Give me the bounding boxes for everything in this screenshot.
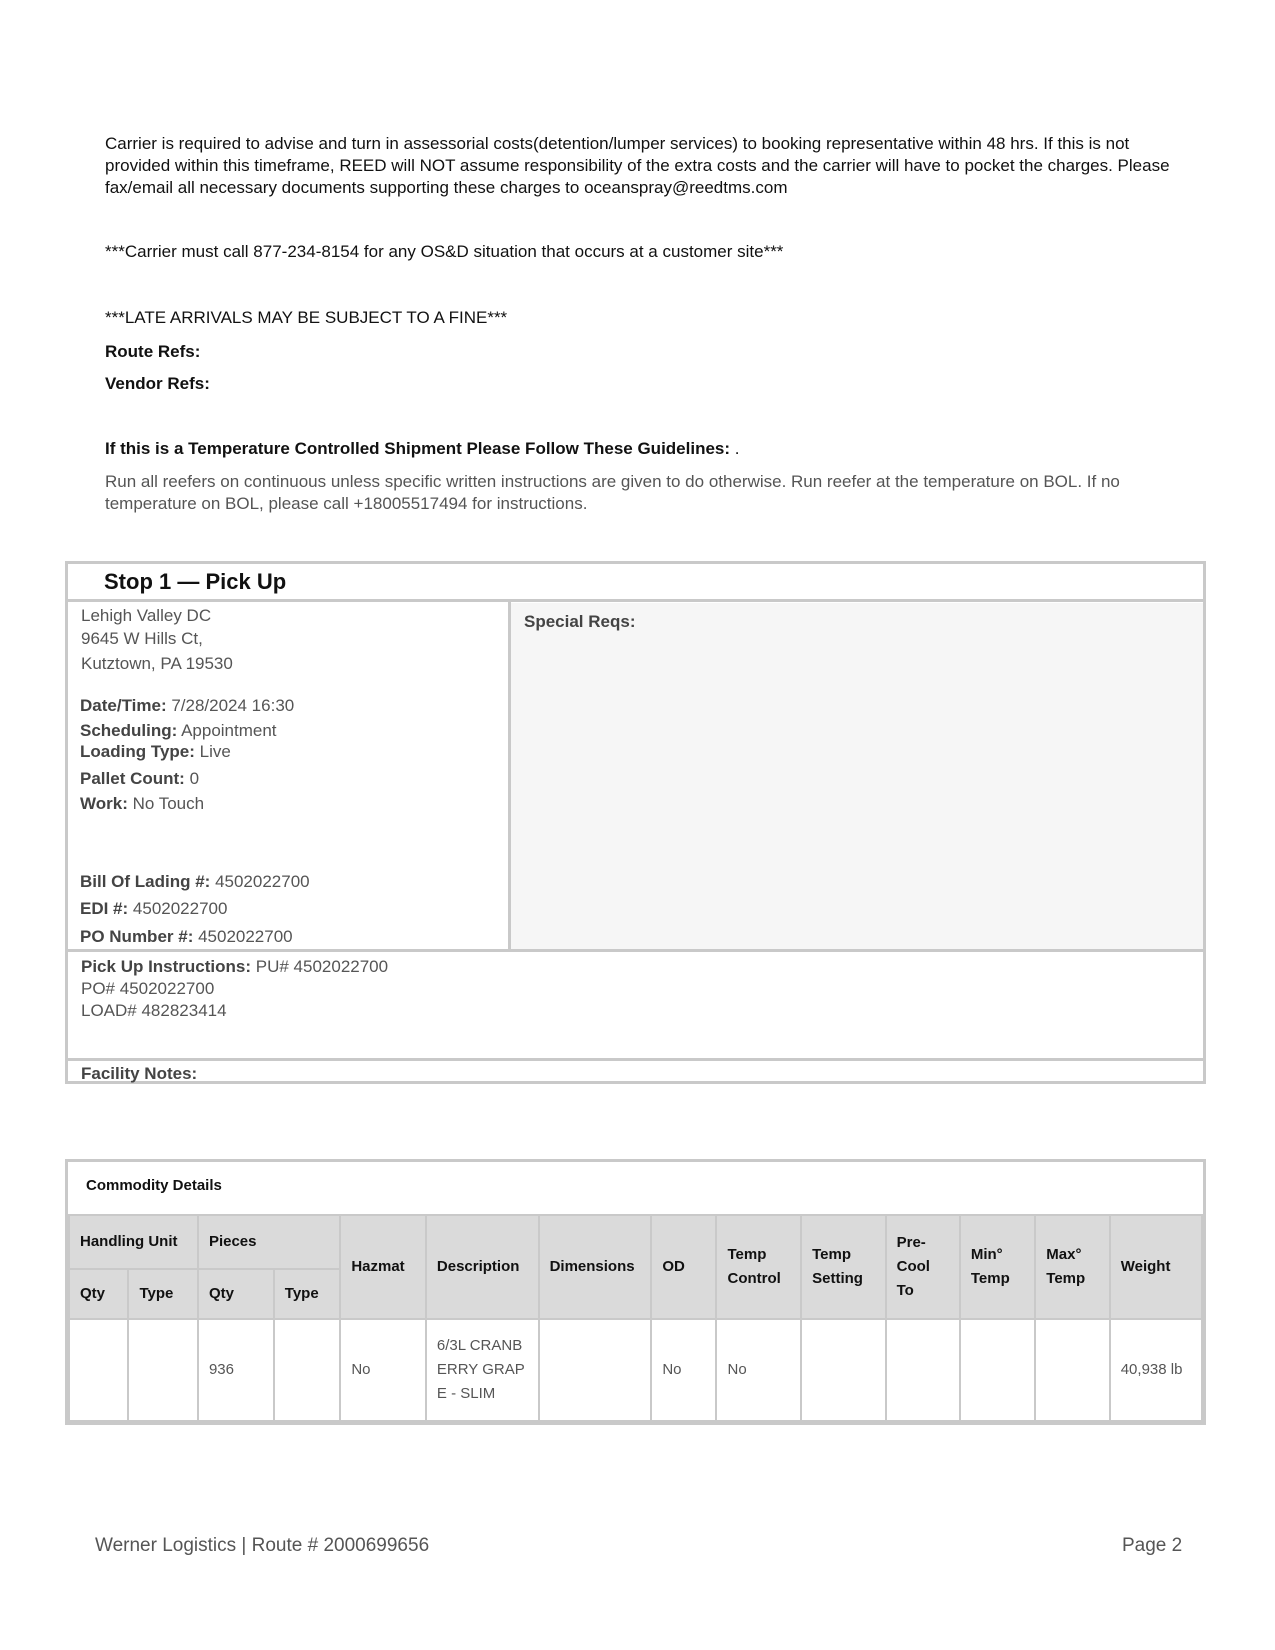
- cell-temp-setting: [801, 1319, 886, 1421]
- cell-temp-control: No: [716, 1319, 801, 1421]
- scheduling-value: Appointment: [177, 721, 277, 740]
- facility-name: Lehigh Valley DC: [81, 606, 212, 625]
- stop-title: Stop 1 — Pick Up: [104, 569, 287, 594]
- bol-value: 4502022700: [210, 872, 310, 891]
- header-hu-type: Type: [128, 1269, 197, 1319]
- special-reqs-panel: [511, 603, 1203, 949]
- accessorial-notice: Carrier is required to advise and turn in assessorial costs(detention/lumper services) to booking representative within 48 hrs. If this is not provided within this timeframe, REED will NOT assume responsibility of the extra costs and the carrier will have to pocket the charges. Please fax/email all necessary documents supporting these charges to oceanspray@reedtms.com: [105, 134, 1170, 197]
- datetime-value: 7/28/2024 16:30: [166, 696, 295, 715]
- header-precool: Pre-Cool To: [886, 1215, 960, 1319]
- bol-row: [80, 871, 310, 893]
- loading-type-row: [80, 741, 231, 763]
- cell-description: 6/3L CRANBERRY GRAPE - SLIM: [426, 1319, 539, 1421]
- temp-heading-suffix: .: [730, 439, 740, 458]
- pickup-instructions-label: Pick Up Instructions:: [81, 957, 252, 976]
- divider: [508, 602, 511, 950]
- pickup-instructions-row: [81, 956, 388, 978]
- header-temp-control: Temp Control: [716, 1215, 801, 1319]
- work-label: Work:: [80, 794, 128, 813]
- edi-value: 4502022700: [128, 899, 228, 918]
- scheduling-label: Scheduling:: [80, 721, 178, 740]
- temp-heading-text: If this is a Temperature Controlled Shipment Please Follow These Guidelines:: [105, 439, 731, 458]
- datetime-row: [80, 695, 294, 717]
- header-pc-qty: Qty: [198, 1269, 274, 1319]
- stop-panel: [65, 561, 1206, 1084]
- work-value: No Touch: [127, 794, 205, 813]
- header-description: Description: [426, 1215, 539, 1319]
- special-reqs-label: [524, 611, 636, 633]
- footer-route: Werner Logistics | Route # 2000699656: [95, 1535, 430, 1556]
- divider: [68, 1058, 1203, 1061]
- po-value: 4502022700: [193, 927, 293, 946]
- bol-label: Bill Of Lading #:: [80, 872, 211, 891]
- cell-hazmat: No: [340, 1319, 426, 1421]
- work-row: [80, 793, 204, 815]
- pallet-count-label: Pallet Count:: [80, 769, 185, 788]
- pallet-count-value: 0: [184, 769, 200, 788]
- facility-notes-row: [81, 1063, 197, 1085]
- osd-notice: ***Carrier must call 877-234-8154 for any OS&D situation that occurs at a customer site***: [105, 242, 784, 261]
- route-refs-label: Route Refs:: [105, 342, 201, 361]
- cell-weight: 40,938 lb: [1110, 1319, 1202, 1421]
- pickup-instructions-line1: PU# 4502022700: [251, 957, 389, 976]
- special-reqs-label-text: Special Reqs:: [524, 612, 636, 631]
- cell-max-temp: [1035, 1319, 1109, 1421]
- header-handling-unit: Handling Unit: [69, 1215, 198, 1269]
- header-od: OD: [651, 1215, 716, 1319]
- pickup-instructions-line3: LOAD# 482823414: [81, 1001, 227, 1020]
- cell-hu-qty: [69, 1319, 128, 1421]
- cell-pc-qty: 936: [198, 1319, 274, 1421]
- cell-pc-type: [274, 1319, 341, 1421]
- vendor-refs-label: Vendor Refs:: [105, 374, 210, 393]
- header-max-temp: Max° Temp: [1035, 1215, 1109, 1319]
- cell-dimensions: [539, 1319, 652, 1421]
- address-line1: 9645 W Hills Ct,: [81, 629, 203, 648]
- footer-page-number: Page 2: [1122, 1535, 1183, 1556]
- header-hu-qty: Qty: [69, 1269, 128, 1319]
- commodity-table: [68, 1214, 1203, 1422]
- address-line2: Kutztown, PA 19530: [81, 654, 233, 673]
- commodity-panel: [65, 1159, 1206, 1425]
- table-row: [69, 1319, 1202, 1421]
- divider: [68, 599, 1203, 602]
- cell-hu-type: [128, 1319, 197, 1421]
- facility-notes-label: Facility Notes:: [81, 1064, 198, 1083]
- pickup-instructions-line2: PO# 4502022700: [81, 979, 215, 998]
- header-weight: Weight: [1110, 1215, 1202, 1319]
- loading-type-value: Live: [194, 742, 231, 761]
- loading-type-label: Loading Type:: [80, 742, 195, 761]
- header-min-temp: Min° Temp: [960, 1215, 1035, 1319]
- header-temp-setting: Temp Setting: [801, 1215, 886, 1319]
- pallet-count-row: [80, 768, 199, 790]
- edi-row: [80, 898, 227, 920]
- po-label: PO Number #:: [80, 927, 194, 946]
- cell-precool: [886, 1319, 960, 1421]
- datetime-label: Date/Time:: [80, 696, 167, 715]
- scheduling-row: [80, 720, 277, 742]
- po-row: [80, 926, 293, 948]
- divider: [68, 949, 1203, 952]
- header-hazmat: Hazmat: [340, 1215, 426, 1319]
- edi-label: EDI #:: [80, 899, 129, 918]
- header-pieces: Pieces: [198, 1215, 340, 1269]
- late-arrival-notice: ***LATE ARRIVALS MAY BE SUBJECT TO A FINE***: [105, 308, 508, 327]
- commodity-title: Commodity Details: [86, 1177, 222, 1194]
- temp-guidelines-text: Run all reefers on continuous unless specific written instructions are given to do otherwise. Run reefer at the temperature on BOL. If no temperature on BOL, please call +18005517494 for instructions.: [105, 472, 1120, 513]
- header-dimensions: Dimensions: [539, 1215, 652, 1319]
- cell-od: No: [651, 1319, 716, 1421]
- header-pc-type: Type: [274, 1269, 341, 1319]
- temp-guidelines-heading: [105, 438, 1190, 460]
- cell-min-temp: [960, 1319, 1035, 1421]
